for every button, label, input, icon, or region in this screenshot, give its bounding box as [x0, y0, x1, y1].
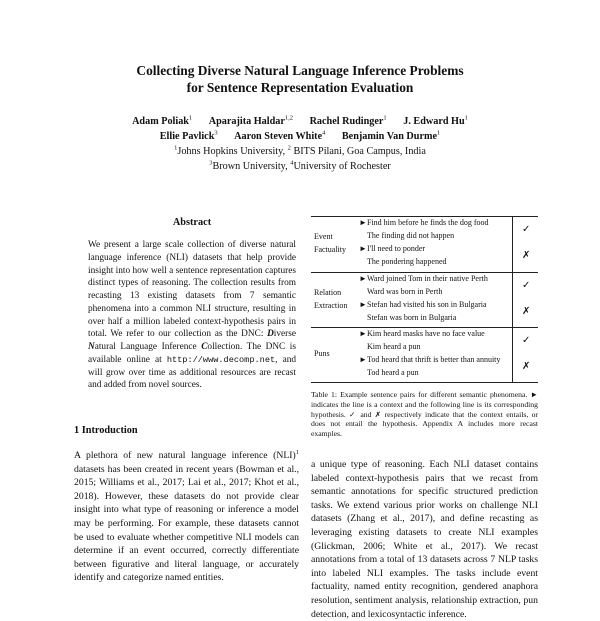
- abstract-text: atural Language Inference: [94, 342, 202, 352]
- group-label-line: Relation: [314, 288, 342, 297]
- dnc-letter: D: [267, 329, 274, 340]
- author-name: J. Edward Hu: [403, 116, 465, 127]
- hypothesis-text: Stefan was born in Bulgaria: [367, 313, 457, 322]
- caption-x-icon: ✗: [374, 409, 382, 419]
- context-line: [359, 299, 487, 312]
- affiliation-line-1: [0, 144, 600, 159]
- hypothesis-line: [359, 367, 419, 380]
- dnc-letter: C: [201, 342, 208, 352]
- entails-check-icon: ✓: [522, 224, 531, 235]
- hypothesis-text: Kim heard a pun: [367, 342, 421, 351]
- group-label: [314, 230, 346, 256]
- author-affil-sup: 1: [436, 129, 441, 137]
- author-row-2: [0, 129, 600, 144]
- table-caption: [311, 390, 538, 439]
- author-block: [0, 114, 600, 174]
- affil-text: Brown University,: [212, 161, 291, 172]
- table-rule-bottom: [311, 382, 538, 383]
- affil-sup: 1: [174, 144, 178, 152]
- author-affil-sup: 1: [383, 114, 387, 122]
- hypothesis-text: The finding did not happen: [367, 231, 455, 240]
- group-label: [314, 286, 347, 312]
- author-affil-sup: 1: [464, 114, 468, 122]
- dataset-url-link[interactable]: http://www.decomp.net: [166, 354, 276, 365]
- hypothesis-text: Tod heard a pun: [367, 368, 419, 377]
- affil-sup: 2: [287, 144, 291, 152]
- author-name: Ellie Pavlick: [159, 131, 215, 142]
- affil-text: Johns Hopkins University,: [177, 146, 288, 157]
- table-group-event-factuality: [311, 216, 538, 272]
- paper-title: [0, 62, 600, 96]
- not-entails-x-icon: ✗: [522, 250, 531, 261]
- right-column-body: [311, 458, 538, 621]
- author-name: Benjamin Van Durme: [341, 131, 437, 142]
- caption-text: and: [357, 409, 375, 419]
- hypothesis-line: [359, 341, 421, 354]
- hypothesis-line: [359, 256, 447, 269]
- intro-text: datasets has been created in recent years (Bowman et al., 2015; Williams et al., 2017; Lai et al., 2017; Khot et al., 2018). However, these datasets do not provide clear insight into what type of reasoning or inference a model may be performing. For example, these datasets cannot be used to evaluate whether competitive NLI models can determine if an event occurred, correctly differentiate between figurative and literal language, or accurately identify and categorize named entities.: [74, 463, 299, 584]
- dnc-letter: N: [88, 342, 95, 352]
- author-row-1: [0, 114, 600, 129]
- author-name: Rachel Rudinger: [309, 116, 384, 127]
- caption-text: respectively indicate that the context entails, or does not entail the hypothesis. Appendix A includes more recast examples.: [311, 409, 538, 439]
- author-name: Aaron Steven White: [234, 131, 323, 142]
- caption-text: indicates the line is a context and the following line is its corresponding hypothesis.: [311, 399, 538, 419]
- affiliation-line-2: [0, 159, 600, 174]
- intro-body: [74, 449, 299, 585]
- context-bullet-icon: ►: [359, 300, 367, 309]
- affil-text: University of Rochester: [293, 161, 391, 172]
- abstract-body: [88, 239, 296, 392]
- author-name: Adam Poliak: [132, 116, 189, 127]
- title-line-1: Collecting Diverse Natural Language Inference Problems: [136, 63, 464, 78]
- intro-text: A plethora of new natural language inference (NLI): [74, 450, 296, 461]
- context-bullet-icon: ►: [359, 274, 367, 283]
- affil-sup: 4: [290, 159, 294, 167]
- abstract-text: , and will grow over time as additional resources are recast and added from novel sources.: [88, 354, 296, 391]
- context-bullet-icon: ►: [359, 355, 367, 364]
- group-label-line: Puns: [314, 349, 330, 358]
- author-affil-sup: 1: [188, 114, 193, 122]
- author-affil-sup: 4: [322, 129, 326, 137]
- intro-heading: 1 Introduction: [74, 425, 138, 436]
- footnote-marker[interactable]: 1: [295, 448, 299, 456]
- group-label: [314, 347, 330, 360]
- context-bullet-icon: ►: [359, 244, 367, 253]
- entails-check-icon: ✓: [522, 335, 531, 346]
- hypothesis-line: [359, 230, 454, 243]
- hypothesis-text: Ward was born in Perth: [367, 287, 443, 296]
- title-line-2: for Sentence Representation Evaluation: [186, 80, 414, 95]
- hypothesis-text: The pondering happened: [367, 257, 447, 266]
- right-column-text: a unique type of reasoning. Each NLI dataset contains labeled context-hypothesis pairs that we recast from semantic annotations for specific structured prediction tasks. We extend various prior works on challenge NLI datasets (Zhang et al., 2017), and define recasting as leveraging existing datasets to create NLI examples (Glickman, 2006; White et al., 2017). We recast annotations from a total of 13 datasets across 7 NLP tasks into labeled NLI examples. The tasks include event factuality, named entity recognition, gendered anaphora resolution, sentiment analysis, relationship extraction, pun detection, and lexicosyntactic inference.: [311, 459, 538, 620]
- context-line: [359, 243, 425, 256]
- context-line: [359, 354, 500, 367]
- author-name: Aparajita Haldar: [208, 116, 285, 127]
- not-entails-x-icon: ✗: [522, 361, 531, 372]
- group-label-line: Factuality: [314, 245, 346, 254]
- abstract-text: ollection. The DNC is available online at: [88, 342, 296, 365]
- author-affil-sup: 3: [214, 129, 218, 137]
- context-line: [359, 217, 489, 230]
- context-line: [359, 273, 488, 286]
- group-label-line: Event: [314, 232, 333, 241]
- hypothesis-line: [359, 286, 442, 299]
- context-line: [359, 328, 485, 341]
- hypothesis-line: [359, 312, 456, 325]
- table-group-puns: [311, 327, 538, 382]
- author-affil-sup: 1,2: [284, 114, 294, 122]
- context-text: Ward joined Tom in their native Perth: [367, 274, 488, 283]
- context-text: Tod heard that thrift is better than annuity: [367, 355, 501, 364]
- caption-text: Table 1: Example sentence pairs for different semantic phenomena.: [311, 390, 531, 399]
- affil-sup: 3: [209, 159, 213, 167]
- context-text: I'll need to ponder: [367, 244, 426, 253]
- context-text: Stefan had visited his son in Bulgaria: [367, 300, 487, 309]
- context-text: Find him before he finds the dog food: [367, 218, 489, 227]
- affil-text: BITS Pilani, Goa Campus, India: [290, 146, 426, 157]
- context-text: Kim heard masks have no face value: [367, 329, 485, 338]
- entails-check-icon: ✓: [522, 280, 531, 291]
- abstract-heading: Abstract: [172, 217, 212, 228]
- caption-bullet-icon: ►: [530, 390, 538, 399]
- group-label-line: Extraction: [314, 301, 348, 310]
- caption-check-icon: ✓: [349, 409, 358, 419]
- abstract-text: iverse: [273, 329, 296, 340]
- table-group-relation-extraction: [311, 272, 538, 327]
- context-bullet-icon: ►: [359, 329, 367, 338]
- not-entails-x-icon: ✗: [522, 306, 531, 317]
- context-bullet-icon: ►: [359, 218, 367, 227]
- abstract-text: We present a large scale collection of diverse natural language inference (NLI) datasets that help provide insight into how well a sentence representation captures distinct types of reasoning. The collection results from recasting 13 existing datasets from 7 semantic phenomena into a common NLI structure, resulting in over half a million labeled context-hypothesis pairs in total. We refer to our collection as the DNC:: [88, 240, 296, 340]
